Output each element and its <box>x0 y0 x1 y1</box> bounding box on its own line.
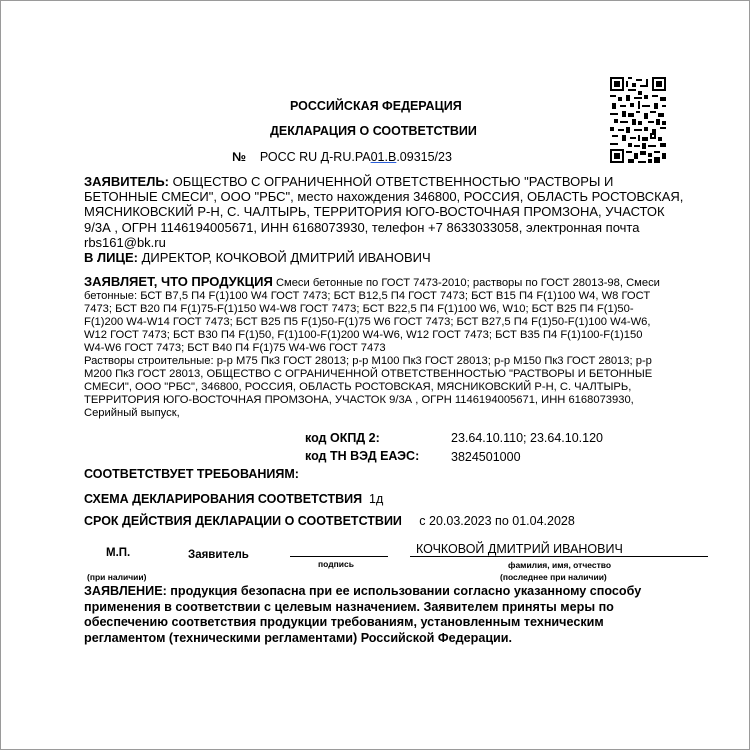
product-line: 7473; БСТ В20 П4 F(1)75-F(1)150 W4-W8 ГОСТ 7473; БСТ В22,5 П4 F(1)100 W6, W10; БСТ В25 П4 F(1)50- <box>84 303 634 315</box>
name-line <box>410 556 708 557</box>
okpd-label: код ОКПД 2: <box>305 431 380 445</box>
validity-value: с 20.03.2023 по 01.04.2028 <box>419 514 575 528</box>
product-line: W4-W6 ГОСТ 7473; БСТ В40 П4 F(1)75 W4-W6 ГОСТ 7473 <box>84 342 386 354</box>
document-title: ДЕКЛАРАЦИЯ О СООТВЕТСТВИИ <box>270 124 477 138</box>
signatory-name: КОЧКОВОЙ ДМИТРИЙ ИВАНОВИЧ <box>416 542 623 556</box>
product-line: W12 ГОСТ 7473; БСТ В30 П4 F(1)50, F(1)100-F(1)200 W4-W6, W12 ГОСТ 7473; БСТ В35 П4 F(1)100-F(1)150 <box>84 329 643 341</box>
applicant-label: ЗАЯВИТЕЛЬ: <box>84 174 170 189</box>
okpd-value: 23.64.10.110; 23.64.10.120 <box>451 431 603 445</box>
applicant-line: БЕТОННЫЕ СМЕСИ", ООО "РБС", место нахождения 346800, РОССИЯ, ОБЛАСТЬ РОСТОВСКАЯ, <box>84 189 684 205</box>
product-line: F(1)200 W4-W14 ГОСТ 7473; БСТ В25 П5 F(1)50-F(1)75 W6 ГОСТ 7473; БСТ В27,5 П4 F(1)50-F(1)100 W4-W6, <box>84 316 651 328</box>
stamp-label: М.П. <box>106 547 131 559</box>
validity-label: СРОК ДЕЙСТВИЯ ДЕКЛАРАЦИИ О СООТВЕТСТВИИ <box>84 514 402 528</box>
product-line: ТЕРРИТОРИЯ ЮГО-ВОСТОЧНАЯ ПРОМЗОНА, УЧАСТОК 9/3А , ОГРН 1146194005671, ИНН 6168073930, <box>84 394 634 406</box>
declaration-number <box>232 150 452 164</box>
scheme-value: 1д <box>369 492 384 506</box>
statement-line: ЗАЯВЛЕНИЕ: продукция безопасна при ее использовании согласно указанному способу <box>84 584 642 598</box>
scheme-label: СХЕМА ДЕКЛАРИРОВАНИЯ СООТВЕТСТВИЯ <box>84 492 363 506</box>
signature-caption: подпись <box>318 559 354 569</box>
number-sign: № <box>232 150 246 164</box>
validity-row <box>84 514 575 528</box>
statement-line: регламентом (техническими регламентами) Российской Федерации. <box>84 630 513 645</box>
tnved-value: 3824501000 <box>451 450 521 464</box>
statement-section <box>84 584 724 646</box>
person-label: В ЛИЦЕ: <box>84 250 138 266</box>
statement-line: обеспечению соответствия продукции требованиям, установленным техническим <box>84 615 604 629</box>
product-line: Смеси бетонные по ГОСТ 7473-2010; растворы по ГОСТ 28013-98, Смеси <box>275 277 660 289</box>
tnved-label: код ТН ВЭД ЕАЭС: <box>305 449 420 463</box>
declares-label: ЗАЯВЛЯЕТ, ЧТО ПРОДУКЦИЯ <box>84 274 273 289</box>
product-section <box>84 275 724 420</box>
qr-code-image <box>610 77 666 163</box>
signature-line <box>290 556 388 557</box>
applicant-section <box>84 174 724 265</box>
number-part-2: 01.В <box>370 150 397 164</box>
product-line: СМЕСИ", ООО "РБС", 346800, РОССИЯ, ОБЛАСТЬ РОСТОВСКАЯ, МЯСНИКОВСКИЙ Р-Н, С. ЧАЛТЫРЬ, <box>84 381 632 393</box>
statement-line: применения в соответствии с целевым назначением. Заявителем приняты меры по <box>84 599 614 614</box>
product-line: М200 Пк3 ГОСТ 28013, ОБЩЕСТВО С ОГРАНИЧЕННОЙ ОТВЕТСТВЕННОСТЬЮ "РАСТВОРЫ И БЕТОННЫЕ <box>84 368 653 380</box>
person-value: ДИРЕКТОР, КОЧКОВОЙ ДМИТРИЙ ИВАНОВИЧ <box>141 250 431 266</box>
name-caption-note: (последнее при наличии) <box>500 572 607 582</box>
product-line: Серийный выпуск, <box>84 407 180 419</box>
product-line: Растворы строительные: р-р М75 Пк3 ГОСТ 28013; р-р М100 Пк3 ГОСТ 28013; р-р М150 Пк3 ГОСТ 28013; р-р <box>84 355 652 367</box>
scheme-row <box>84 492 383 506</box>
applicant-line: rbs161@bk.ru <box>84 234 166 250</box>
name-caption: фамилия, имя, отчество <box>508 560 612 570</box>
stamp-note: (при наличии) <box>87 572 147 582</box>
requirements-label: СООТВЕТСТВУЕТ ТРЕБОВАНИЯМ: <box>84 467 299 481</box>
country-heading: РОССИЙСКАЯ ФЕДЕРАЦИЯ <box>290 99 462 113</box>
number-part-1: РОСС RU Д-RU.PA <box>259 150 371 164</box>
applicant-line: 9/3А , ОГРН 1146194005671, ИНН 6168073930, телефон +7 8633033058, электронная почта <box>84 219 640 235</box>
applicant-line: МЯСНИКОВСКИЙ Р-Н, С. ЧАЛТЫРЬ, ТЕРРИТОРИЯ ЮГО-ВОСТОЧНАЯ ПРОМЗОНА, УЧАСТОК <box>84 204 665 220</box>
number-part-3: .09315/23 <box>396 150 452 164</box>
product-line: бетонные: БСТ В7,5 П4 F(1)100 W4 ГОСТ 7473; БСТ В12,5 П4 ГОСТ 7473; БСТ В15 П4 F(1)100 W4, W8 ГОСТ <box>84 290 651 302</box>
applicant-line: ОБЩЕСТВО С ОГРАНИЧЕННОЙ ОТВЕТСТВЕННОСТЬЮ "РАСТВОРЫ И <box>172 174 614 189</box>
applicant-sign-label: Заявитель <box>188 549 249 561</box>
